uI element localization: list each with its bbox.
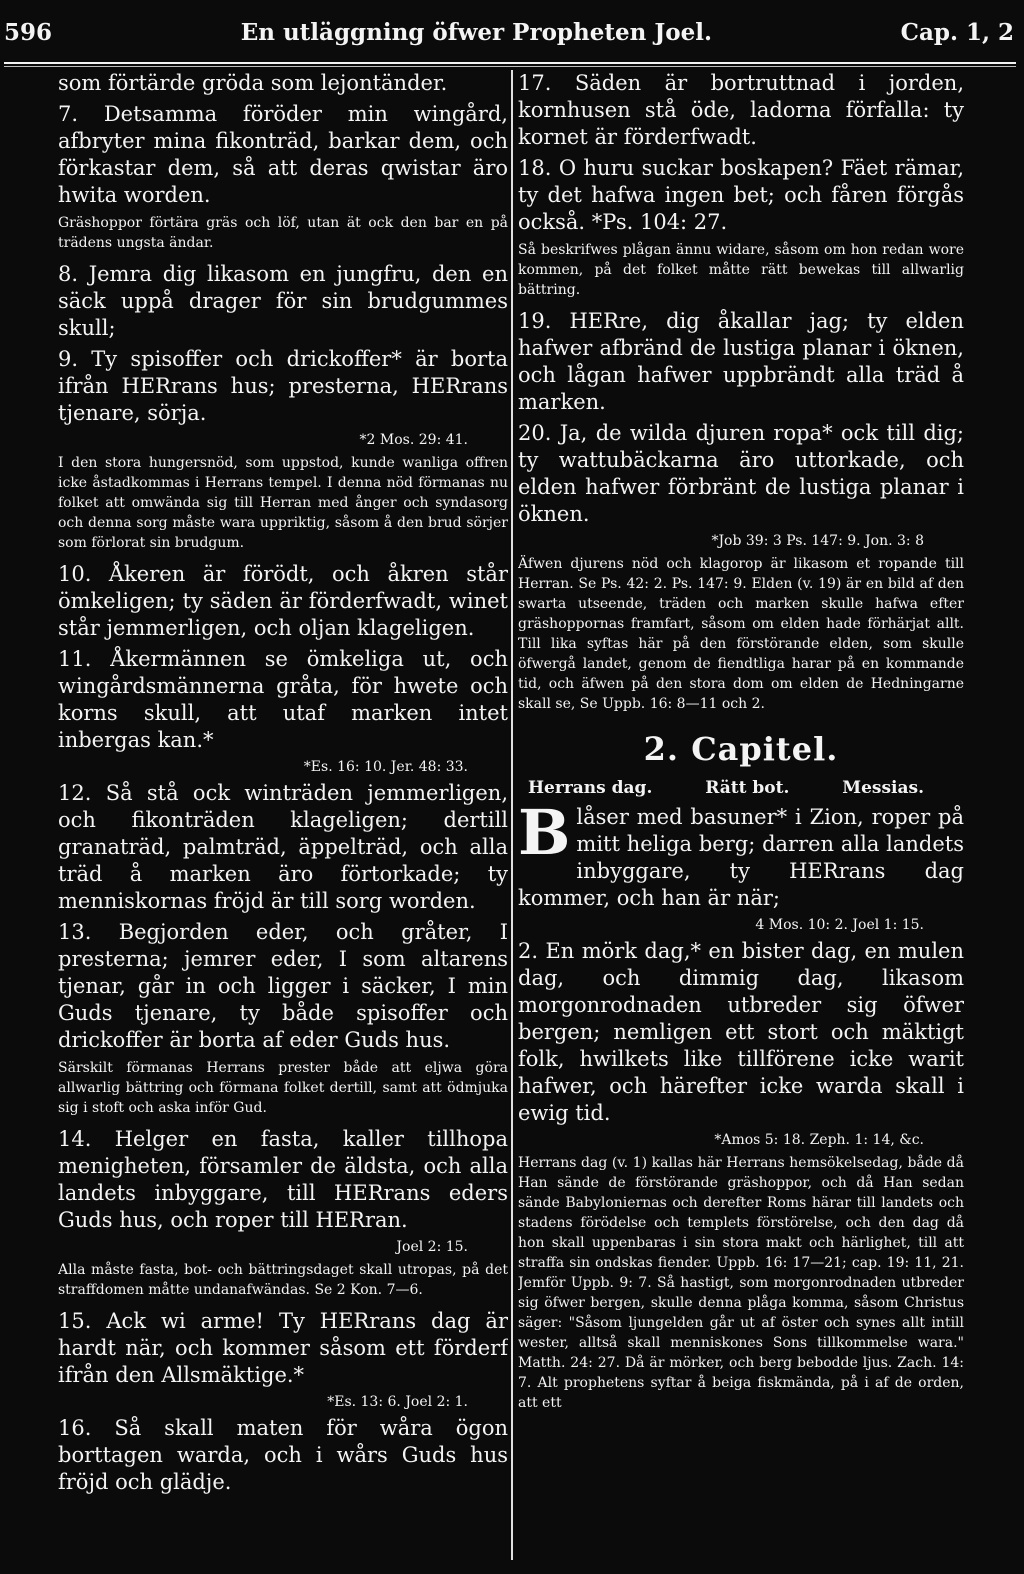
cross-reference: Joel 2: 15. (396, 1239, 468, 1255)
header-rule (4, 62, 1016, 64)
verse-paragraph: 13. Begjorden eder, och gråter, I presterna; jemrer eder, I som altarens tjenar, går in och ligger i säcker, I min Guds tjenare, ty både spisoffer och drickoffer är borta af eder Guds hus. (58, 920, 508, 1052)
summary-item: Rätt bot. (705, 778, 790, 798)
left-column (58, 70, 508, 1564)
commentary-note: Särskilt förmanas Herrans prester både att eljwa göra allwarlig bättring och förmana folket dertill, samt att ödmjuka sig i stoft och aska inför Gud. (58, 1060, 508, 1116)
cross-reference: *Es. 16: 10. Jer. 48: 33. (303, 759, 468, 775)
verse-paragraph: 10. Åkeren är förödt, och åkren står ömkeligen; ty säden är förderfwadt, winet står jemmerligen, och oljan klageligen. (58, 562, 508, 640)
column-divider (511, 70, 513, 1560)
page-header (0, 0, 1024, 64)
header-rule-thin (4, 66, 1016, 67)
verse-paragraph: 2. En mörk dag,* en bister dag, en mulen dag, och dimmig dag, likasom morgonrodnaden utbreder sig öfwer bergen; nemligen ett stort och mäktigt folk, hwilkets like tillförene icke warit hafwer, och härefter icke warda skall i ewig tid. (518, 939, 964, 1125)
commentary-note: I den stora hungersnöd, som uppstod, kunde wanliga offren icke åstadkommas i Herrans tempel. I denna nöd förmanas nu folket att omwända sig till Herran med ånger och syndasorg och denna sorg måste wara uppriktig, såsom å den brud sörjer som förlorat sin brudgum. (58, 455, 508, 551)
verse-paragraph: 8. Jemra dig likasom en jungfru, den en säck uppå drager för sin brudgummes skull; (58, 262, 508, 340)
verse-paragraph: 12. Så stå ock winträden jemmerligen, och fikonträden klageligen; dertill granaträd, palmträd, äppelträd, och alla träd å marken äro förtorkade; ty menniskornas fröjd är till sorg worden. (58, 781, 508, 913)
summary-item: Messias. (842, 778, 924, 798)
verse-paragraph: 9. Ty spisoffer och drickoffer* är borta ifrån HERrans hus; presterna, HERrans tjenare, sörja. (58, 347, 508, 425)
chapter-summary (518, 778, 964, 798)
cross-reference: *Es. 13: 6. Joel 2: 1. (327, 1394, 468, 1410)
chapter-ref: Cap. 1, 2 (900, 18, 1014, 46)
verse-paragraph: 18. O huru suckar boskapen? Fäet rämar, ty det hafwa ingen bet; och fåren förgås också. *Ps. 104: 27. (518, 156, 964, 234)
commentary-note: Äfwen djurens nöd och klagorop är likasom et ropande till Herran. Se Ps. 42: 2. Ps. 147: 9. Elden (v. 19) är en bild af den swarta utseende, träden och marken skulle hafwa efter gräshoppornas framfart, såsom om elden hade förhärjat allt. Till lika syftas här på den förstörande elden, som skulle öfwergå landet, genom de fiendtliga harar på en kommande tid, och äfwen på den stora dom om elden de Hedningarne skall se, Se Uppb. 16: 8—11 och 2. (518, 556, 964, 712)
cross-reference: 4 Mos. 10: 2. Joel 1: 15. (755, 917, 924, 933)
commentary-note: Gräshoppor förtära gräs och löf, utan ät ock den bar en på trädens ungsta ändar. (58, 215, 508, 251)
verse-paragraph: 20. Ja, de wilda djuren ropa* ock till dig; ty wattubäckarna äro uttorkade, och elden hafwer förbränt de lustiga planar i öknen. (518, 421, 964, 526)
verse-paragraph: 7. Detsamma föröder min wingård, afbryter mina fikonträd, barkar dem, och förkastar dem, så att deras qwistar äro hwita worden. (58, 102, 508, 207)
commentary-note: Herrans dag (v. 1) kallas här Herrans hemsökelsedag, både då Han sände de förstörande gräshoppor, och då Han sedan sände Babyloniernas och derefter Roms härar till landets och stadens förödelse och templets förstörelse, och den dag då hon skall uppenbaras i sin stora makt och härlighet, till att straffa sin ondskas fiender. Uppb. 16: 17—21; cap. 19: 11, 21. Jemför Uppb. 9: 7. Så hastigt, som morgonrodnaden utbreder sig öfwer bergen, skulle denna plåga komma, såsom Christus säger: "Såsom ljungelden går ut af öster och synes allt intill wester, alltså skall menniskones Sons tillkommelse wara." Matth. 24: 27. Då är mörker, och berg bebodde ljus. Zach. 14: 7. Alt prophetens syftar å beiga fiskmända, på i af de orden, att ett (518, 1155, 964, 1411)
cross-reference: *2 Mos. 29: 41. (359, 432, 468, 448)
verse-paragraph (518, 796, 964, 912)
commentary-note: Alla måste fasta, bot- och bättringsdaget skall utropas, på det straffdomen måtte undanafwändas. Se 2 Kon. 7—6. (58, 1262, 508, 1298)
drop-cap: B (518, 796, 571, 869)
commentary-note: Så beskrifwes plågan ännu widare, såsom om hon redan wore kommen, på det folket måtte rätt bewekas till allwarlig bättring. (518, 242, 964, 298)
verse-paragraph: 14. Helger en fasta, kaller tillhopa menigheten, församler de äldsta, och alla landets inbyggare, till HERrans eders Guds hus, och roper till HERran. (58, 1127, 508, 1232)
verse-paragraph: som förtärde gröda som lejontänder. (58, 71, 448, 95)
verse-paragraph: 19. HERre, dig åkallar jag; ty elden hafwer afbränd de lustiga planar i öknen, och lågan hafwer uppbrändt alla träd å marken. (518, 309, 964, 414)
verse-paragraph: 17. Säden är bortruttnad i jorden, kornhusen stå öde, ladorna förfalla: ty kornet är förderfwadt. (518, 71, 964, 149)
running-title: En utläggning öfwer Propheten Joel. (240, 18, 712, 46)
cross-reference: *Job 39: 3 Ps. 147: 9. Jon. 3: 8 (711, 533, 924, 549)
cross-reference: *Amos 5: 18. Zeph. 1: 14, &c. (714, 1132, 924, 1148)
summary-item: Herrans dag. (528, 778, 653, 798)
page-number: 596 (4, 18, 53, 46)
verse-paragraph: 11. Åkermännen se ömkeliga ut, och wingårdsmännerna gråta, för hwete och korns skull, att utaf marken intet inbergas kan.* (58, 647, 508, 752)
verse-text: låser med basuner* i Zion, roper på mitt heliga berg; darren alla landets inbyggare, ty HERrans dag kommer, och han är när; (518, 805, 964, 910)
verse-paragraph: 16. Så skall maten för wåra ögon borttagen warda, och i wårs Guds hus fröjd och glädje. (58, 1416, 508, 1494)
right-column (518, 70, 964, 1564)
verse-paragraph: 15. Ack wi arme! Ty HERrans dag är hardt när, och kommer såsom ett förderf ifrån den Allsmäktige.* (58, 1309, 508, 1387)
chapter-title: 2. Capitel. (643, 730, 839, 768)
